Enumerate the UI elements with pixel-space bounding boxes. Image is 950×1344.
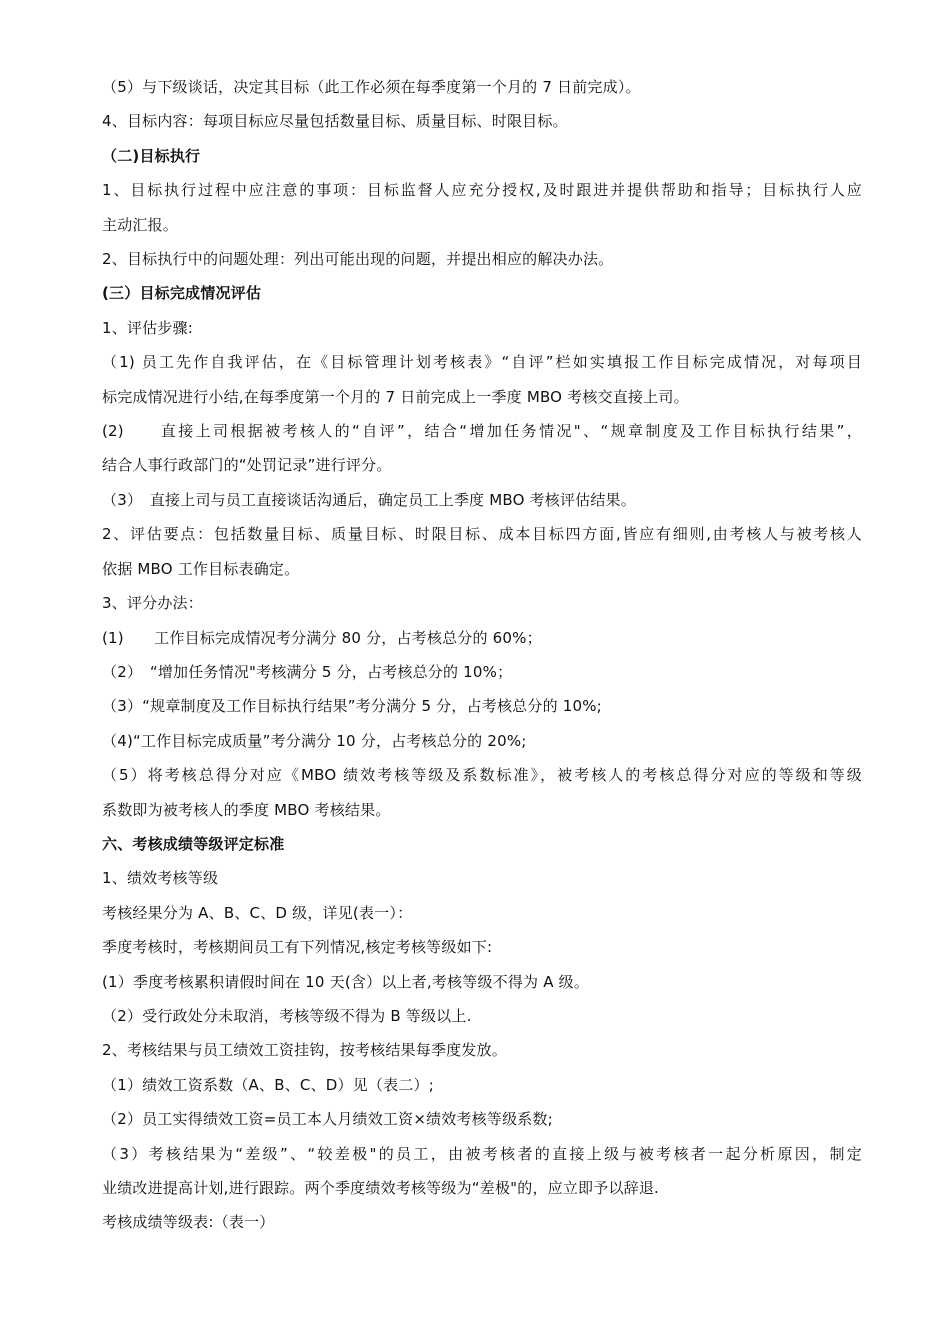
- text-line: 1、目标执行过程中应注意的事项：目标监督人应充分授权,及时跟进并提供帮助和指导；目标执行人应: [102, 181, 862, 200]
- text-line: 系数即为被考核人的季度 MBO 考核结果。: [102, 800, 391, 819]
- text-line: 业绩改进提高计划,进行跟踪。两个季度绩效考核等级为“差极"的，应立即予以辞退.: [102, 1179, 660, 1197]
- text-line: (2) 直接上司根据被考核人的“自评”，结合“增加任务情况"、“规章制度及工作目标执行结果”，: [102, 422, 862, 441]
- text-line: （2）受行政处分未取消，考核等级不得为 B 等级以上.: [102, 1006, 472, 1025]
- text-line: (1) 工作目标完成情况考分满分 80 分，占考核总分的 60%；: [102, 628, 542, 647]
- text-line: (1）季度考核累积请假时间在 10 天(含）以上者,考核等级不得为 A 级。: [102, 972, 590, 991]
- text-line: 主动汇报。: [102, 215, 179, 234]
- text-line: 2、评估要点：包括数量目标、质量目标、时限目标、成本目标四方面,皆应有细则,由考核人与被考核人: [102, 525, 862, 544]
- section-heading: （二)目标执行: [102, 146, 201, 165]
- text-line: （4)“工作目标完成质量”考分满分 10 分，占考核总分的 20%;: [102, 731, 527, 750]
- document-body: [102, 70, 862, 1240]
- text-line: 考核成绩等级表:（表一）: [102, 1213, 275, 1232]
- text-line: 2、考核结果与员工绩效工资挂钩，按考核结果每季度发放。: [102, 1041, 507, 1060]
- section-heading: (三）目标完成情况评估: [102, 284, 262, 303]
- text-line: 1、评估步骤:: [102, 318, 193, 337]
- text-line: （2） “增加任务情况"考核满分 5 分，占考核总分的 10%；: [102, 662, 513, 681]
- text-line: （1) 员工先作自我评估，在《目标管理计划考核表》“自评”栏如实填报工作目标完成情况，对每项目: [102, 353, 862, 372]
- text-line: 1、绩效考核等级: [102, 869, 219, 888]
- text-line: （5）将考核总得分对应《MBO 绩效考核等级及系数标准》，被考核人的考核总得分对应的等级和等级: [102, 766, 862, 785]
- text-line: 结合人事行政部门的“处罚记录”进行评分。: [102, 456, 392, 475]
- text-line: 3、评分办法：: [102, 594, 203, 613]
- text-line: 季度考核时，考核期间员工有下列情况,核定考核等级如下:: [102, 938, 493, 957]
- text-line: 依据 MBO 工作目标表确定。: [102, 559, 300, 578]
- text-line: 2、目标执行中的问题处理：列出可能出现的问题，并提出相应的解决办法。: [102, 250, 614, 269]
- text-line: （3）考核结果为“差级”、“较差极"的员工，由被考核者的直接上级与被考核者一起分析原因，制定: [102, 1144, 862, 1163]
- text-line: 4、目标内容：每项目标应尽量包括数量目标、质量目标、时限目标。: [102, 112, 568, 131]
- text-line: （3）“规章制度及工作目标执行结果”考分满分 5 分，占考核总分的 10%;: [102, 697, 602, 716]
- text-line: 考核经果分为 A、B、C、D 级，详见(表一）：: [102, 903, 413, 922]
- text-line: （2）员工实得绩效工资=员工本人月绩效工资×绩效考核等级系数;: [102, 1110, 553, 1129]
- text-line: （5）与下级谈话，决定其目标（此工作必须在每季度第一个月的 7 日前完成）。: [102, 78, 641, 96]
- text-line: 标完成情况进行小结,在每季度第一个月的 7 日前完成上一季度 MBO 考核交直接上司。: [102, 387, 689, 406]
- section-heading: 六、考核成绩等级评定标准: [102, 834, 285, 853]
- text-line: （3） 直接上司与员工直接谈话沟通后，确定员工上季度 MBO 考核评估结果。: [102, 490, 636, 509]
- text-line: （1）绩效工资系数（A、B、C、D）见（表二）;: [102, 1075, 434, 1094]
